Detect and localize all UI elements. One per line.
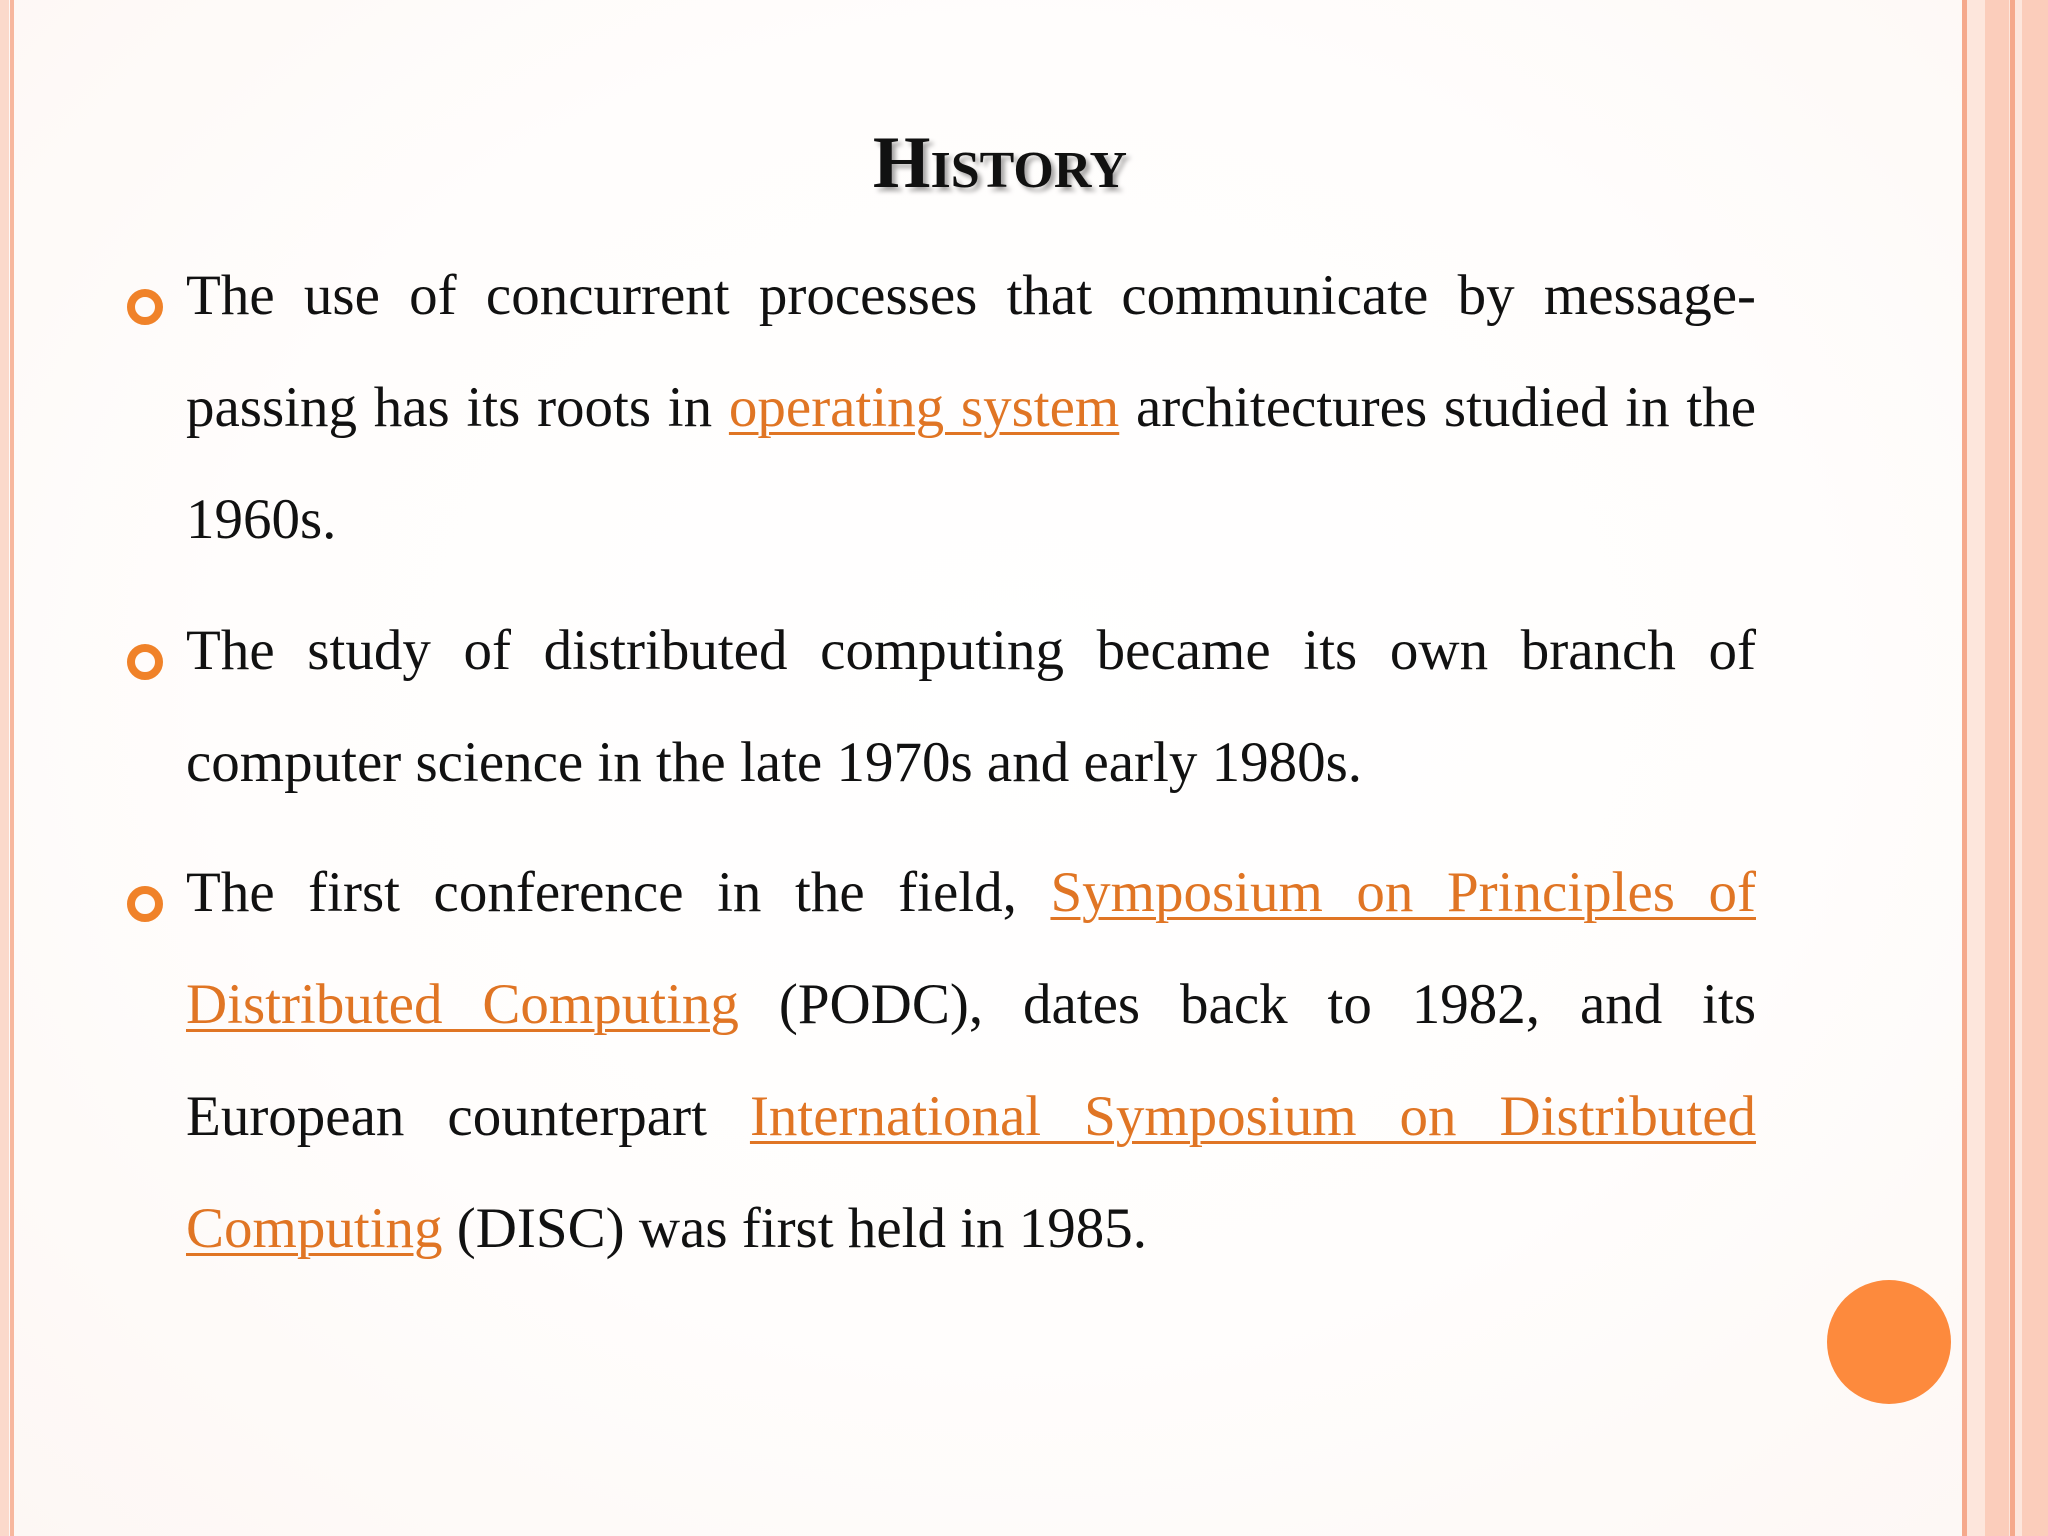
- bullet-circle-icon: [127, 289, 163, 325]
- bullet-item: [186, 240, 1756, 576]
- bullet-link[interactable]: Symposium on Principles of Distributed Computing: [186, 861, 1756, 1036]
- bullet-item: [186, 837, 1756, 1285]
- left-border: [0, 0, 9, 1536]
- bullet-item: [186, 595, 1756, 819]
- bullet-link[interactable]: International Symposium on Distributed Computing: [186, 1085, 1756, 1260]
- right-border-band: [2022, 0, 2048, 1536]
- right-border-line: [2010, 0, 2015, 1536]
- bullet-circle-icon: [127, 644, 163, 680]
- accent-circle: [1827, 1280, 1951, 1404]
- left-border-line: [10, 0, 14, 1536]
- slide-title: History: [872, 122, 1128, 204]
- bullet-text: (PODC), dates back to 1982, and its European counterpart: [186, 973, 1757, 1148]
- bullet-text: architectures studied in the 1960s.: [186, 376, 1757, 551]
- bullet-text: (DISC) was first held in 1985.: [442, 1197, 1148, 1260]
- bullet-text: The use of concurrent processes that communicate by message-passing has its roots in: [186, 264, 1756, 439]
- bullet-text: The study of distributed computing became its own branch of computer science in the late 1970s and early 1980s.: [186, 619, 1756, 794]
- bullet-circle-icon: [127, 886, 163, 922]
- bullet-text: The first conference in the field,: [186, 861, 1051, 924]
- right-border-line: [1962, 0, 1967, 1536]
- right-border-band: [1985, 0, 2009, 1536]
- bullet-link[interactable]: operating system: [728, 376, 1120, 439]
